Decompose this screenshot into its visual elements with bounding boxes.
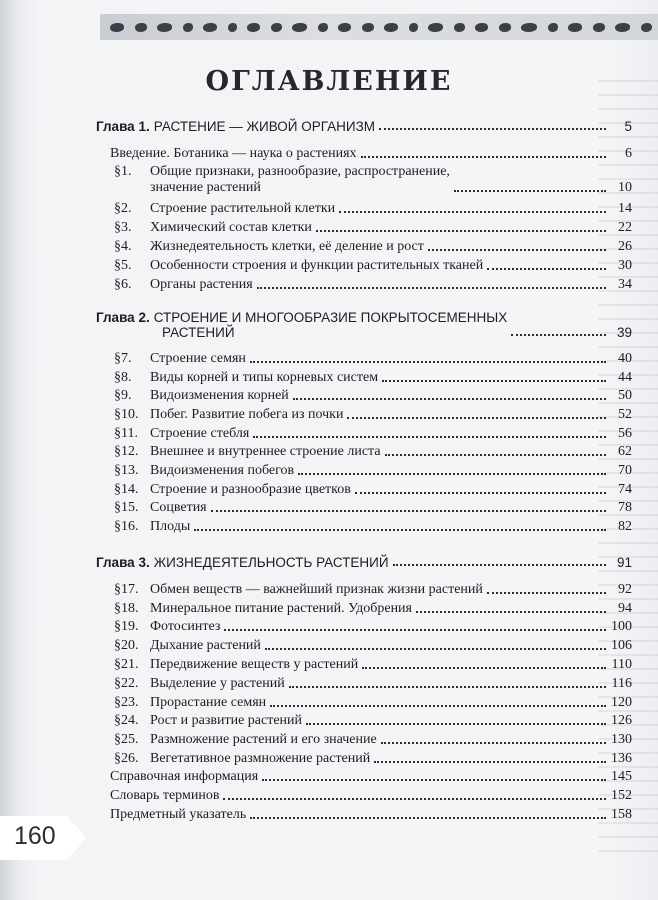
toc-section-26[interactable] <box>96 751 632 767</box>
toc-section-10[interactable] <box>96 407 632 423</box>
toc-page-number: 34 <box>618 277 632 292</box>
leader-dots <box>361 156 606 158</box>
animal-silhouette-icon <box>428 23 443 32</box>
toc-section-9[interactable] <box>96 388 632 404</box>
toc-chapter-label <box>96 119 375 134</box>
toc-entry-title: Минеральное питание растений. Удобрения <box>150 601 412 616</box>
section-number: §8. <box>114 370 132 385</box>
leader-dots <box>362 667 606 669</box>
toc-entry-title: Особенности строения и функции растительных тканей <box>150 258 484 273</box>
animal-silhouette-icon <box>362 23 374 32</box>
toc-page-number: 116 <box>611 676 632 691</box>
section-number: §21. <box>114 657 139 672</box>
toc-page-number: 62 <box>618 444 632 459</box>
section-number: §20. <box>114 638 139 653</box>
toc-section-18[interactable] <box>96 601 632 617</box>
leader-dots <box>262 779 606 781</box>
leader-dots <box>257 287 606 289</box>
leader-dots <box>265 648 606 650</box>
leader-dots <box>253 436 606 438</box>
animal-silhouette-icon <box>593 23 605 32</box>
toc-page-number: 94 <box>618 601 632 616</box>
toc-section-8[interactable] <box>96 370 632 386</box>
toc-page-number: 92 <box>618 582 632 597</box>
leader-dots <box>355 492 606 494</box>
animal-silhouette-icon <box>615 23 630 32</box>
toc-section-21[interactable] <box>96 657 632 673</box>
toc-entry-title-line2: значение растений <box>150 180 261 195</box>
toc-entry-title-line1: Общие признаки, разнообразие, распространение, <box>150 164 450 179</box>
chapter-title: РАСТЕНИЕ — ЖИВОЙ ОРГАНИЗМ <box>153 119 375 134</box>
toc-entry-title: Словарь терминов <box>110 788 220 803</box>
leader-dots <box>306 723 606 725</box>
toc-entry-title: Рост и развитие растений <box>150 713 303 728</box>
chapter-title-line2: РАСТЕНИЙ <box>162 325 235 340</box>
section-number: §5. <box>114 258 132 273</box>
animal-silhouette-icon <box>183 23 193 32</box>
animal-silhouette-icon <box>247 23 260 32</box>
leader-dots <box>428 249 606 251</box>
toc-page-number: 130 <box>611 732 632 747</box>
toc-section-25[interactable] <box>96 732 632 748</box>
leader-dots <box>374 761 606 763</box>
toc-section-11[interactable] <box>96 426 632 442</box>
section-number: §2. <box>114 201 132 216</box>
toc-introduction[interactable] <box>96 146 632 162</box>
toc-page-number: 91 <box>616 555 632 570</box>
animal-silhouette-icon <box>338 23 351 32</box>
toc-chapter-label <box>96 555 389 570</box>
toc-entry-title: Размножение растений и его значение <box>150 732 377 747</box>
toc-page-number: 39 <box>616 325 632 340</box>
leader-dots <box>511 334 606 336</box>
leader-dots <box>347 417 606 419</box>
section-number: §6. <box>114 277 132 292</box>
section-number: §17. <box>114 582 139 597</box>
leader-dots <box>270 705 606 707</box>
toc-section-7[interactable] <box>96 351 632 367</box>
toc-section-23[interactable] <box>96 695 632 711</box>
page-number: 160 <box>14 822 56 850</box>
toc-entry-title: Выделение у растений <box>150 676 285 691</box>
toc-page-number: 152 <box>611 788 632 803</box>
section-number: §4. <box>114 239 132 254</box>
toc-section-2[interactable] <box>96 201 632 217</box>
leader-dots <box>385 454 606 456</box>
toc-page-number: 136 <box>611 751 632 766</box>
toc-page-number: 158 <box>611 807 632 822</box>
toc-page-number: 50 <box>618 388 632 403</box>
toc-chapter-2[interactable] <box>96 310 632 340</box>
leader-dots <box>223 798 606 800</box>
toc-entry-title: Введение. Ботаника — наука о растениях <box>110 146 357 161</box>
toc-section-22[interactable] <box>96 676 632 692</box>
animal-silhouette-icon <box>641 23 652 32</box>
section-number: §16. <box>114 519 139 534</box>
toc-entry-title: Плоды <box>150 519 191 534</box>
chapter-prefix: Глава 2. <box>96 310 150 325</box>
toc-entry-title: Видоизменения побегов <box>150 463 295 478</box>
toc-section-5[interactable] <box>96 258 632 274</box>
section-number: §26. <box>114 751 139 766</box>
toc-page-number: 26 <box>618 239 632 254</box>
toc-entry-title: Фотосинтез <box>150 619 221 634</box>
animal-silhouette-icon <box>548 23 558 32</box>
animal-silhouette-icon <box>203 23 217 32</box>
toc-entry-title: Побег. Развитие побега из почки <box>150 407 344 422</box>
toc-subject-index[interactable] <box>96 807 632 823</box>
section-number: §12. <box>114 444 139 459</box>
leader-dots <box>298 473 606 475</box>
toc-entry-title: Дыхание растений <box>150 638 261 653</box>
leader-dots <box>393 564 606 566</box>
toc-entry-title: Видоизменения корней <box>150 388 289 403</box>
toc-entry-title: Справочная информация <box>110 769 259 784</box>
toc-section-16[interactable] <box>96 519 632 535</box>
toc-entry-title: Вегетативное размножение растений <box>150 751 371 766</box>
section-number: §10. <box>114 407 139 422</box>
toc-entry-title: Прорастание семян <box>150 695 267 710</box>
page-edge-shadow <box>0 0 18 900</box>
toc-entry-title: Внешнее и внутреннее строение листа <box>150 444 381 459</box>
toc-page-number: 5 <box>624 119 632 134</box>
toc-page-number: 10 <box>618 180 632 195</box>
animal-silhouette-icon <box>110 23 124 32</box>
toc-section-1[interactable] <box>96 164 632 196</box>
toc-entry-title: Органы растения <box>150 277 253 292</box>
section-number: §1. <box>114 164 132 179</box>
section-number: §15. <box>114 500 139 515</box>
toc-chapter-label <box>96 310 507 340</box>
toc-page-number: 70 <box>618 463 632 478</box>
chapter-prefix: Глава 1. <box>96 119 150 134</box>
page-title: ОГЛАВЛЕНИЕ <box>205 66 453 97</box>
toc-entry-title: Строение растительной клетки <box>150 201 336 216</box>
toc-page-number: 56 <box>618 426 632 441</box>
toc-page-number: 74 <box>618 482 632 497</box>
section-number: §13. <box>114 463 139 478</box>
animal-silhouette-icon <box>454 23 465 32</box>
animal-silhouette-icon <box>271 23 282 32</box>
toc-page-number: 78 <box>618 500 632 515</box>
leader-dots <box>293 398 606 400</box>
toc-page-number: 100 <box>611 619 632 634</box>
leader-dots <box>416 611 606 613</box>
toc-reference-info[interactable] <box>96 769 632 785</box>
leader-dots <box>379 128 606 130</box>
toc-entry-title: Предметный указатель <box>110 807 247 822</box>
toc-chapter-1[interactable] <box>96 119 632 134</box>
chapter-title: ЖИЗНЕДЕЯТЕЛЬНОСТЬ РАСТЕНИЙ <box>153 555 389 570</box>
toc-page-number: 44 <box>618 370 632 385</box>
toc-entry-title: Строение стебля <box>150 426 250 441</box>
animal-silhouette-icon <box>318 23 328 32</box>
toc-page-number: 106 <box>611 638 632 653</box>
animal-silhouette-icon <box>499 23 511 32</box>
toc-page-number: 110 <box>611 657 632 672</box>
toc-entry-title: Химический состав клетки <box>150 220 312 235</box>
toc-entry-title: Строение семян <box>150 351 246 366</box>
animal-silhouette-icon <box>292 23 307 32</box>
toc-entry-title: Жизнедеятельность клетки, её деление и рост <box>150 239 424 254</box>
toc-page-number: 126 <box>611 713 632 728</box>
toc-chapter-3[interactable] <box>96 555 632 570</box>
animal-silhouette-icon <box>384 23 398 32</box>
toc-entry-title <box>150 164 450 196</box>
toc-section-3[interactable] <box>96 220 632 236</box>
toc-section-6[interactable] <box>96 277 632 293</box>
section-number: §19. <box>114 619 139 634</box>
toc-page-number: 52 <box>618 407 632 422</box>
toc-section-17[interactable] <box>96 582 632 598</box>
toc-page-number: 145 <box>611 769 632 784</box>
leader-dots <box>382 380 606 382</box>
section-number: §11. <box>114 426 138 441</box>
animal-silhouette-icon <box>568 23 582 32</box>
chapter-prefix: Глава 3. <box>96 555 150 570</box>
toc-entry-title: Передвижение веществ у растений <box>150 657 359 672</box>
toc-chapter-label-line1 <box>96 310 507 325</box>
animal-silhouette-icon <box>228 23 237 32</box>
section-number: §18. <box>114 601 139 616</box>
toc-section-15[interactable] <box>96 500 632 516</box>
animal-silhouette-icon <box>135 23 147 32</box>
toc-page-number: 14 <box>618 201 632 216</box>
toc-page-number: 40 <box>618 351 632 366</box>
section-number: §23. <box>114 695 139 710</box>
leader-dots <box>487 592 606 594</box>
toc-glossary[interactable] <box>96 788 632 804</box>
toc-page-number: 6 <box>625 146 632 161</box>
leader-dots <box>211 510 606 512</box>
toc-section-14[interactable] <box>96 482 632 498</box>
section-number: §24. <box>114 713 139 728</box>
toc-section-20[interactable] <box>96 638 632 654</box>
animal-silhouette-icon <box>475 23 488 32</box>
leader-dots <box>250 361 606 363</box>
toc-page-number: 82 <box>618 519 632 534</box>
section-number: §25. <box>114 732 139 747</box>
leader-dots <box>316 230 606 232</box>
leader-dots <box>224 629 606 631</box>
leader-dots <box>454 190 606 192</box>
toc-page-number: 22 <box>618 220 632 235</box>
animal-silhouette-icon <box>157 23 172 32</box>
animal-silhouettes-decoration <box>110 17 652 37</box>
section-number: §3. <box>114 220 132 235</box>
leader-dots <box>194 529 606 531</box>
leader-dots <box>250 817 606 819</box>
toc-entry-title: Соцветия <box>150 500 207 515</box>
animal-silhouette-icon <box>409 23 418 32</box>
toc-section-4[interactable] <box>96 239 632 255</box>
toc-entry-title: Обмен веществ — важнейший признак жизни растений <box>150 582 483 597</box>
toc-section-19[interactable] <box>96 619 632 635</box>
toc-entry-title: Строение и разнообразие цветков <box>150 482 351 497</box>
section-number: §7. <box>114 351 132 366</box>
animal-silhouette-icon <box>521 23 537 32</box>
leader-dots <box>487 268 606 270</box>
toc-entry-title: Виды корней и типы корневых систем <box>150 370 379 385</box>
toc-section-12[interactable] <box>96 444 632 460</box>
section-number: §9. <box>114 388 132 403</box>
chapter-title-line1: СТРОЕНИЕ И МНОГООБРАЗИЕ ПОКРЫТОСЕМЕННЫХ <box>153 310 508 325</box>
section-number: §22. <box>114 676 139 691</box>
leader-dots <box>339 211 606 213</box>
leader-dots <box>289 686 606 688</box>
toc-section-13[interactable] <box>96 463 632 479</box>
toc-page-number: 120 <box>611 695 632 710</box>
toc-section-24[interactable] <box>96 713 632 729</box>
section-number: §14. <box>114 482 139 497</box>
toc-page-number: 30 <box>618 258 632 273</box>
leader-dots <box>381 742 606 744</box>
